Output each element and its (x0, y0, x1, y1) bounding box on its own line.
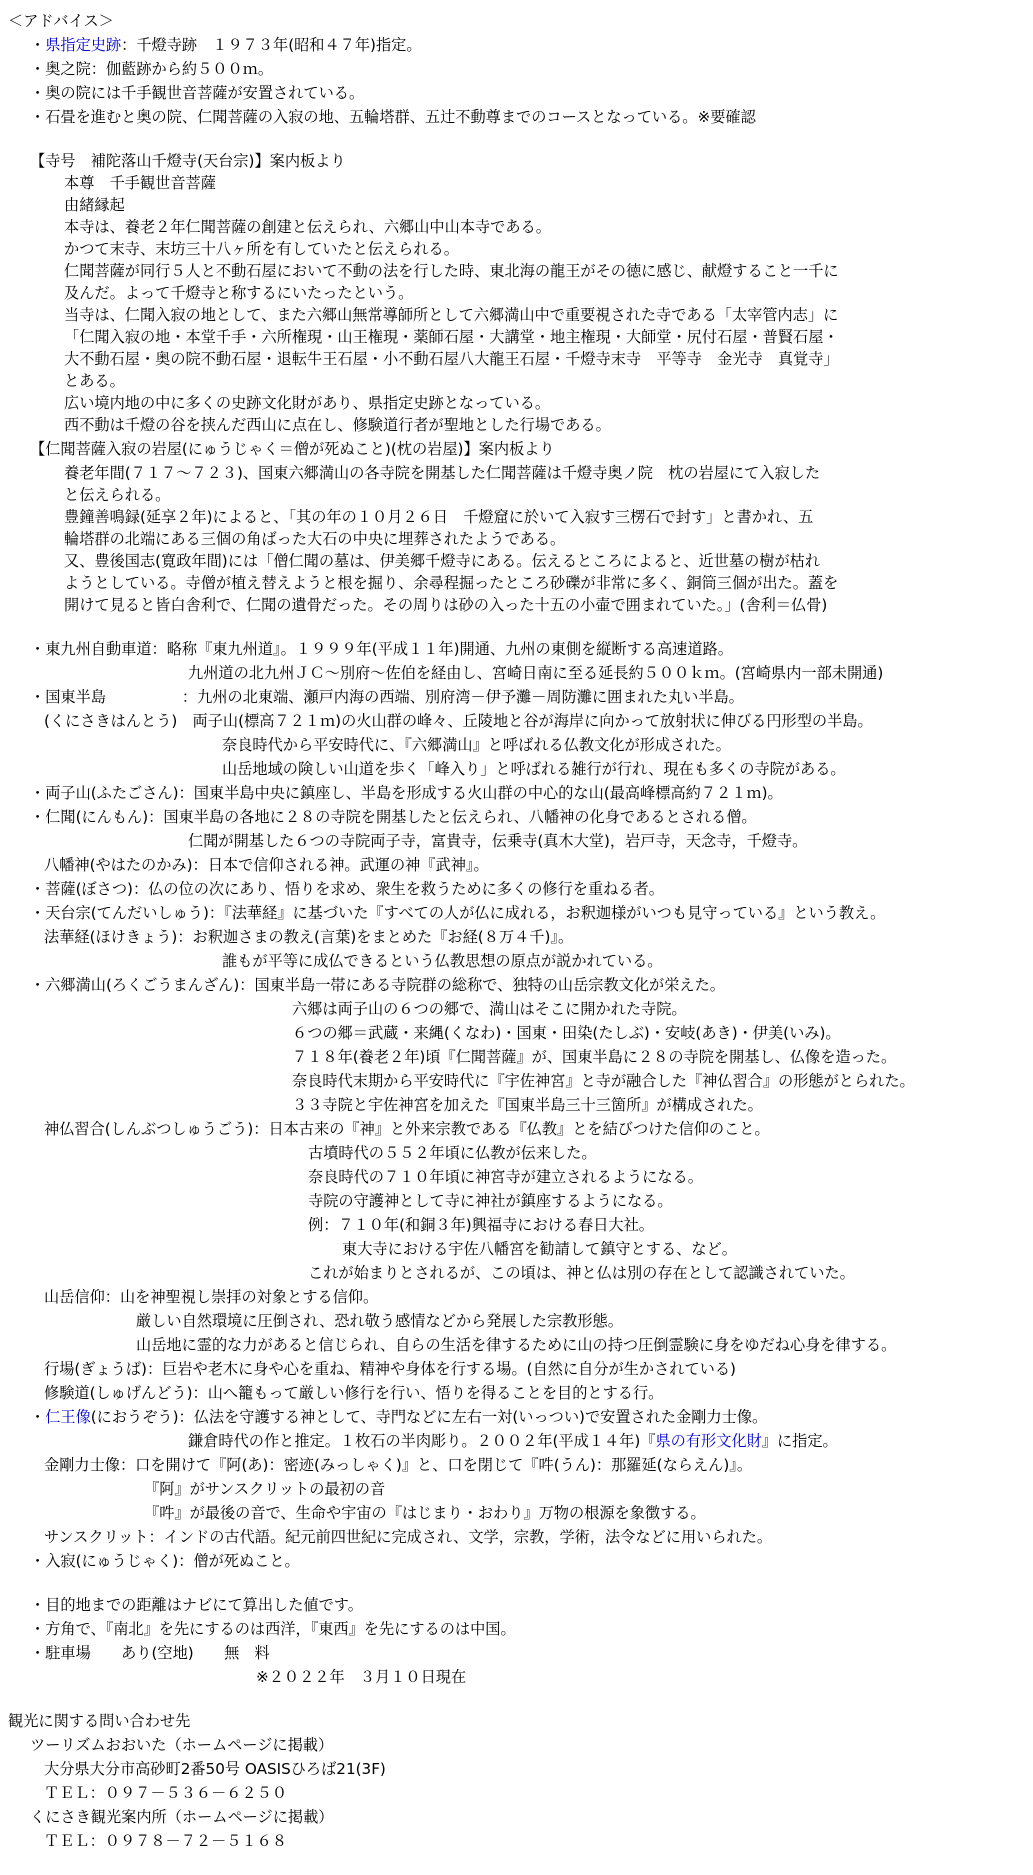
text-line (64, 484, 170, 506)
text-line (30, 34, 422, 56)
line-text: 輪塔群の北端にある三個の角ばった大石の中央に埋葬されたようである。 (64, 530, 566, 548)
text-line (30, 82, 364, 104)
text-line (30, 806, 757, 828)
text-line (44, 1526, 772, 1548)
line-text: ・奥の院には千手観世音菩薩が安置されている。 (30, 84, 365, 102)
line-text: 八幡神(やはたのかみ)：日本で信仰される神。武運の神『武神』。 (44, 856, 489, 874)
text-line (44, 1382, 663, 1404)
text-line (8, 10, 114, 32)
text-line (64, 414, 611, 436)
text-line (30, 1642, 270, 1664)
line-text: (くにさきはんとう) 両子山(標高７２１ｍ)の火山群の峰々、丘陵地と谷が海岸に向かって放射状に伸びる円形型の半島。 (44, 712, 873, 730)
line-text: 六郷は両子山の６つの郷で、満山はそこに開かれた寺院。 (292, 1000, 687, 1018)
line-text: ・東九州自動車道：略称『東九州道』。１９９９年(平成１１年)開通、九州の東側を縦断する高速道路。 (30, 640, 733, 658)
line-text: ・ (30, 36, 46, 54)
line-text: 大不動石屋・奥の院不動石屋・退転牛王石屋・小不動石屋八大龍王石屋・千燈寺末寺 平等寺 金光寺 真覚寺」 (64, 350, 839, 368)
line-text: 山岳地に霊的な力があると信じられ、自らの生活を律するために山の持つ圧倒霊験に身をゆだね心身を律する。 (136, 1336, 897, 1354)
text-line (44, 1454, 752, 1476)
line-text: ＴＥＬ：０９７－５３６－６２５０ (44, 1784, 287, 1802)
text-line (64, 216, 551, 238)
text-line (64, 172, 216, 194)
text-line (64, 528, 565, 550)
text-line (30, 902, 885, 924)
text-line (44, 1286, 378, 1308)
line-text-rest: ：千燈寺跡 １９７３年(昭和４７年)指定。 (121, 36, 422, 54)
text-line (30, 1806, 333, 1828)
text-line (64, 506, 813, 528)
line-text: 観光に関する問い合わせ先 (8, 1712, 191, 1730)
line-text: ・駐車場 あり(空地) 無 料 (30, 1644, 270, 1662)
line-text: これが始まりとされるが、この頃は、神と仏は別の存在として認識されていた。 (308, 1264, 855, 1282)
line-text: ・方角で、『南北』を先にするのは西洋，『東西』を先にするのは中国。 (30, 1620, 516, 1638)
text-line (64, 238, 459, 260)
line-text: ・奥之院：伽藍跡から約５００ｍ。 (30, 60, 273, 78)
line-text: 又、豊後国志(寛政年間)には「僧仁聞の墓は、伊美郷千燈寺にある。伝えるところによると、近世墓の樹が枯れ (64, 552, 821, 570)
text-line (292, 998, 687, 1020)
line-text: 誰もが平等に成仏できるという仏教思想の原点が説かれている。 (222, 952, 663, 970)
line-text: ※２０２２年 ３月１０日現在 (256, 1668, 467, 1686)
text-line (30, 782, 783, 804)
text-line (30, 438, 555, 460)
line-text: 東大寺における宇佐八幡宮を勧請して鎮守とする、など。 (342, 1240, 737, 1258)
line-text: ・石畳を進むと奥の院、仁聞菩薩の入寂の地、五輪塔群、五辻不動尊までのコースとなっている。※要確認 (30, 108, 756, 126)
line-text: 【仁聞菩薩入寂の岩屋(にゅうじゃく＝僧が死ぬこと)(枕の岩屋)】案内板より (30, 440, 555, 458)
line-text: 奈良時代末期から平安時代に『宇佐神宮』と寺が融合した『神仏習合』の形態がとられた。 (292, 1072, 915, 1090)
text-line (308, 1166, 703, 1188)
text-line (44, 926, 573, 948)
text-line (30, 1550, 300, 1572)
line-text: 奈良時代から平安時代に、『六郷満山』と呼ばれる仏教文化が形成された。 (222, 736, 731, 754)
line-text: ・仁聞(にんもん)：国東半島の各地に２８の寺院を開基したと伝えられ、八幡神の化身であるとされる僧。 (30, 808, 757, 826)
line-text: 西不動は千燈の谷を挟んだ西山に点在し、修験道行者が聖地とした行場である。 (64, 416, 611, 434)
text-line (292, 1022, 841, 1044)
text-line (30, 686, 744, 708)
text-line (292, 1070, 915, 1092)
line-text: 寺院の守護神として寺に神社が鎮座するようになる。 (308, 1192, 673, 1210)
line-text: 古墳時代の５５２年頃に仏教が伝来した。 (308, 1144, 597, 1162)
text-line (256, 1666, 466, 1688)
line-text: ・天台宗(てんだいしゅう)：『法華経』に基づいた『すべての人が仏に成れる，お釈迦様がいつも見守っている』という教え。 (30, 904, 886, 922)
line-text: くにさき観光案内所（ホームページに掲載） (30, 1808, 334, 1826)
text-line (222, 950, 662, 972)
line-text: 神仏習合(しんぶつしゅうごう)：日本古来の『神』と外来宗教である『仏教』とを結びつけた信仰のこと。 (44, 1120, 770, 1138)
line-text: ・両子山(ふたごさん)：国東半島中央に鎮座し、半島を形成する火山群の中心的な山(最高峰標高約７２１ｍ)。 (30, 784, 783, 802)
line-text: サンスクリット：インドの古代語。紀元前四世紀に完成され、文学，宗教，学術，法令などに用いられた。 (44, 1528, 773, 1546)
line-text: ６つの郷＝武蔵・来縄(くなわ)・国東・田染(たしぶ)・安岐(あき)・伊美(いみ)。 (292, 1024, 841, 1042)
line-text: ・六郷満山(ろくごうまんざん)：国東半島一帯にある寺院群の総称で、独特の山岳宗教文化が栄えた。 (30, 976, 725, 994)
text-line (30, 878, 664, 900)
line-text-rest: 』に指定。 (761, 1432, 838, 1450)
line-text: とある。 (64, 372, 125, 390)
text-line (64, 304, 838, 326)
line-text: 法華経(ほけきょう)：お釈迦さまの教え(言葉)をまとめた『お経(８万４千)』。 (44, 928, 574, 946)
line-text: 『吽』が最後の音で、生命や宇宙の『はじまり・おわり』万物の根源を象徴する。 (144, 1504, 706, 1522)
hyperlink[interactable]: 仁王像 (45, 1408, 91, 1426)
line-text: 当寺は、仁聞入寂の地として、また六郷山無常導師所として六郷満山中で重要視された寺である「太宰管内志」に (64, 306, 839, 324)
line-text: 修験道(しゅげんどう)：山へ籠もって厳しい修行を行い、悟りを得ることを目的とする行。 (44, 1384, 664, 1402)
line-text: 厳しい自然環境に圧倒され、恐れ敬う感情などから発展した宗教形態。 (136, 1312, 623, 1330)
line-text: 仁聞が開基した６つの寺院両子寺，富貴寺，伝乗寺(真木大堂)，岩戸寺，天念寺，千燈寺。 (188, 832, 808, 850)
line-text: ＴＥＬ：０９７８－７２－５１６８ (44, 1832, 287, 1850)
text-line (44, 1782, 287, 1804)
line-text: ＜アドバイス＞ (8, 12, 114, 30)
text-line (222, 758, 846, 780)
line-text: 奈良時代の７１０年頃に神宮寺が建立されるようになる。 (308, 1168, 703, 1186)
line-text: 開けて見ると皆白舎利で、仁聞の遺骨だった。その周りは砂の入った十五の小壷で囲まれていた。」(舎利＝仏骨) (64, 596, 828, 614)
text-line (44, 1358, 736, 1380)
text-line (30, 58, 273, 80)
text-line (144, 1478, 385, 1500)
text-line (308, 1190, 673, 1212)
text-line (30, 150, 346, 172)
line-text: 『阿』がサンスクリットの最初の音 (144, 1480, 386, 1498)
line-text: 本尊 千手観世音菩薩 (64, 174, 216, 192)
text-line (64, 348, 839, 370)
text-line (222, 734, 731, 756)
hyperlink[interactable]: 県の有形文化財 (655, 1432, 762, 1450)
line-text: 豊鐘善鳴録(延享２年)によると、「其の年の１０月２６日 千燈窟に於いて入寂す三楞石で封す」と書かれ、五 (64, 508, 814, 526)
line-text: 及んだ。よって千燈寺と称するにいたったという。 (64, 284, 414, 302)
line-text: 「仁聞入寂の地・本堂千手・六所権現・山王権現・薬師石屋・大講堂・地主権現・大師堂・尻付石屋・普賢石屋・ (64, 328, 839, 346)
line-text: 山岳地域の険しい山道を歩く「峰入り」と呼ばれる雑行が行れ、現在も多くの寺院がある。 (222, 760, 846, 778)
line-text: 仁聞菩薩が同行５人と不動石屋において不動の法を行した時、東北海の龍王がその徳に感じ、献燈すること一千に (64, 262, 839, 280)
line-text: ・入寂(にゅうじゃく)：僧が死ぬこと。 (30, 1552, 300, 1570)
text-line (144, 1502, 706, 1524)
text-line (64, 326, 839, 348)
text-line (188, 830, 807, 852)
line-text: 九州道の北九州ＪＣ～別府～佐伯を経由し、宮崎日南に至る延長約５００ｋｍ。(宮崎県内一部未開通) (188, 664, 884, 682)
line-text: ７１８年(養老２年)頃『仁聞菩薩』が、国東半島に２８の寺院を開基し、仏像を造った。 (292, 1048, 897, 1066)
line-text: ・ (30, 1408, 46, 1426)
text-line (292, 1094, 763, 1116)
text-line (64, 282, 413, 304)
text-line (136, 1310, 623, 1332)
text-line (136, 1334, 896, 1356)
text-line (30, 1406, 767, 1428)
line-text: 大分県大分市高砂町2番50号 OASISひろば21(3F) (44, 1760, 386, 1778)
text-line (64, 370, 125, 392)
line-text: 例：７１０年(和銅３年)興福寺における春日大社。 (308, 1216, 654, 1234)
line-text: 金剛力士像：口を開けて『阿(あ)：密迹(みっしゃく)』と、口を閉じて『吽(うん)：那羅延(ならえん)』。 (44, 1456, 753, 1474)
line-text-rest: (におうぞう)：仏法を守護する神として、寺門などに左右一対(いっつい)で安置された金剛力士像。 (90, 1408, 768, 1426)
text-line (30, 974, 725, 996)
hyperlink[interactable]: 県指定史跡 (45, 36, 122, 54)
line-text: ・目的地までの距離はナビにて算出した値です。 (30, 1596, 363, 1614)
text-line (308, 1142, 597, 1164)
text-line (292, 1046, 896, 1068)
line-text: 由緒縁起 (64, 196, 125, 214)
line-text: 養老年間(７１７～７２３)、国東六郷満山の各寺院を開基した仁聞菩薩は千燈寺奥ノ院 枕の岩屋にて入寂した (64, 464, 821, 482)
text-line (8, 1710, 190, 1732)
line-text: ３３寺院と宇佐神宮を加えた『国東半島三十三箇所』が構成された。 (292, 1096, 763, 1114)
line-text: 行場(ぎょうば)：巨岩や老木に身や心を重ね、精神や身体を行する場。(自然に自分が生かされている) (44, 1360, 736, 1378)
line-text: かつて末寺、末坊三十八ヶ所を有していたと伝えられる。 (64, 240, 459, 258)
text-line (44, 1830, 287, 1852)
line-text: ・国東半島 ：九州の北東端、瀬戸内海の西端、別府湾－伊予灘－周防灘に囲まれた丸い半島。 (30, 688, 744, 706)
line-text: 広い境内地の中に多くの史跡文化財があり、県指定史跡となっている。 (64, 394, 550, 412)
text-line (64, 572, 838, 594)
line-text: と伝えられる。 (64, 486, 171, 504)
line-text: ・菩薩(ぼさつ)：仏の位の次にあり、悟りを求め、衆生を救うために多くの修行を重ねる者。 (30, 880, 664, 898)
text-line (64, 260, 839, 282)
text-line (308, 1262, 855, 1284)
text-line (44, 1118, 770, 1140)
text-line (188, 1430, 838, 1452)
text-line (64, 594, 827, 616)
line-text: 鎌倉時代の作と推定。１枚石の半肉彫り。２００２年(平成１４年)『 (188, 1432, 656, 1450)
text-line (44, 854, 489, 876)
text-line (30, 638, 733, 660)
text-line (30, 1618, 516, 1640)
text-line (64, 462, 820, 484)
text-line (30, 1734, 333, 1756)
line-text: 【寺号 補陀落山千燈寺(天台宗)】案内板より (30, 152, 346, 170)
text-line (188, 662, 883, 684)
text-line (342, 1238, 737, 1260)
text-line (44, 710, 873, 732)
line-text: 山岳信仰：山を神聖視し崇拝の対象とする信仰。 (44, 1288, 379, 1306)
text-line (44, 1758, 386, 1780)
text-line (30, 1594, 363, 1616)
line-text: ツーリズムおおいた（ホームページに掲載） (30, 1736, 334, 1754)
line-text: ようとしている。寺僧が植え替えようと根を掘り、余尋程掘ったところ砂礫が非常に多く、銅筒三個が出た。蓋を (64, 574, 839, 592)
line-text: 本寺は、養老２年仁聞菩薩の創建と伝えられ、六郷山中山本寺である。 (64, 218, 551, 236)
text-line (64, 194, 125, 216)
text-line (64, 392, 550, 414)
text-line (308, 1214, 654, 1236)
text-line (30, 106, 756, 128)
text-line (64, 550, 820, 572)
